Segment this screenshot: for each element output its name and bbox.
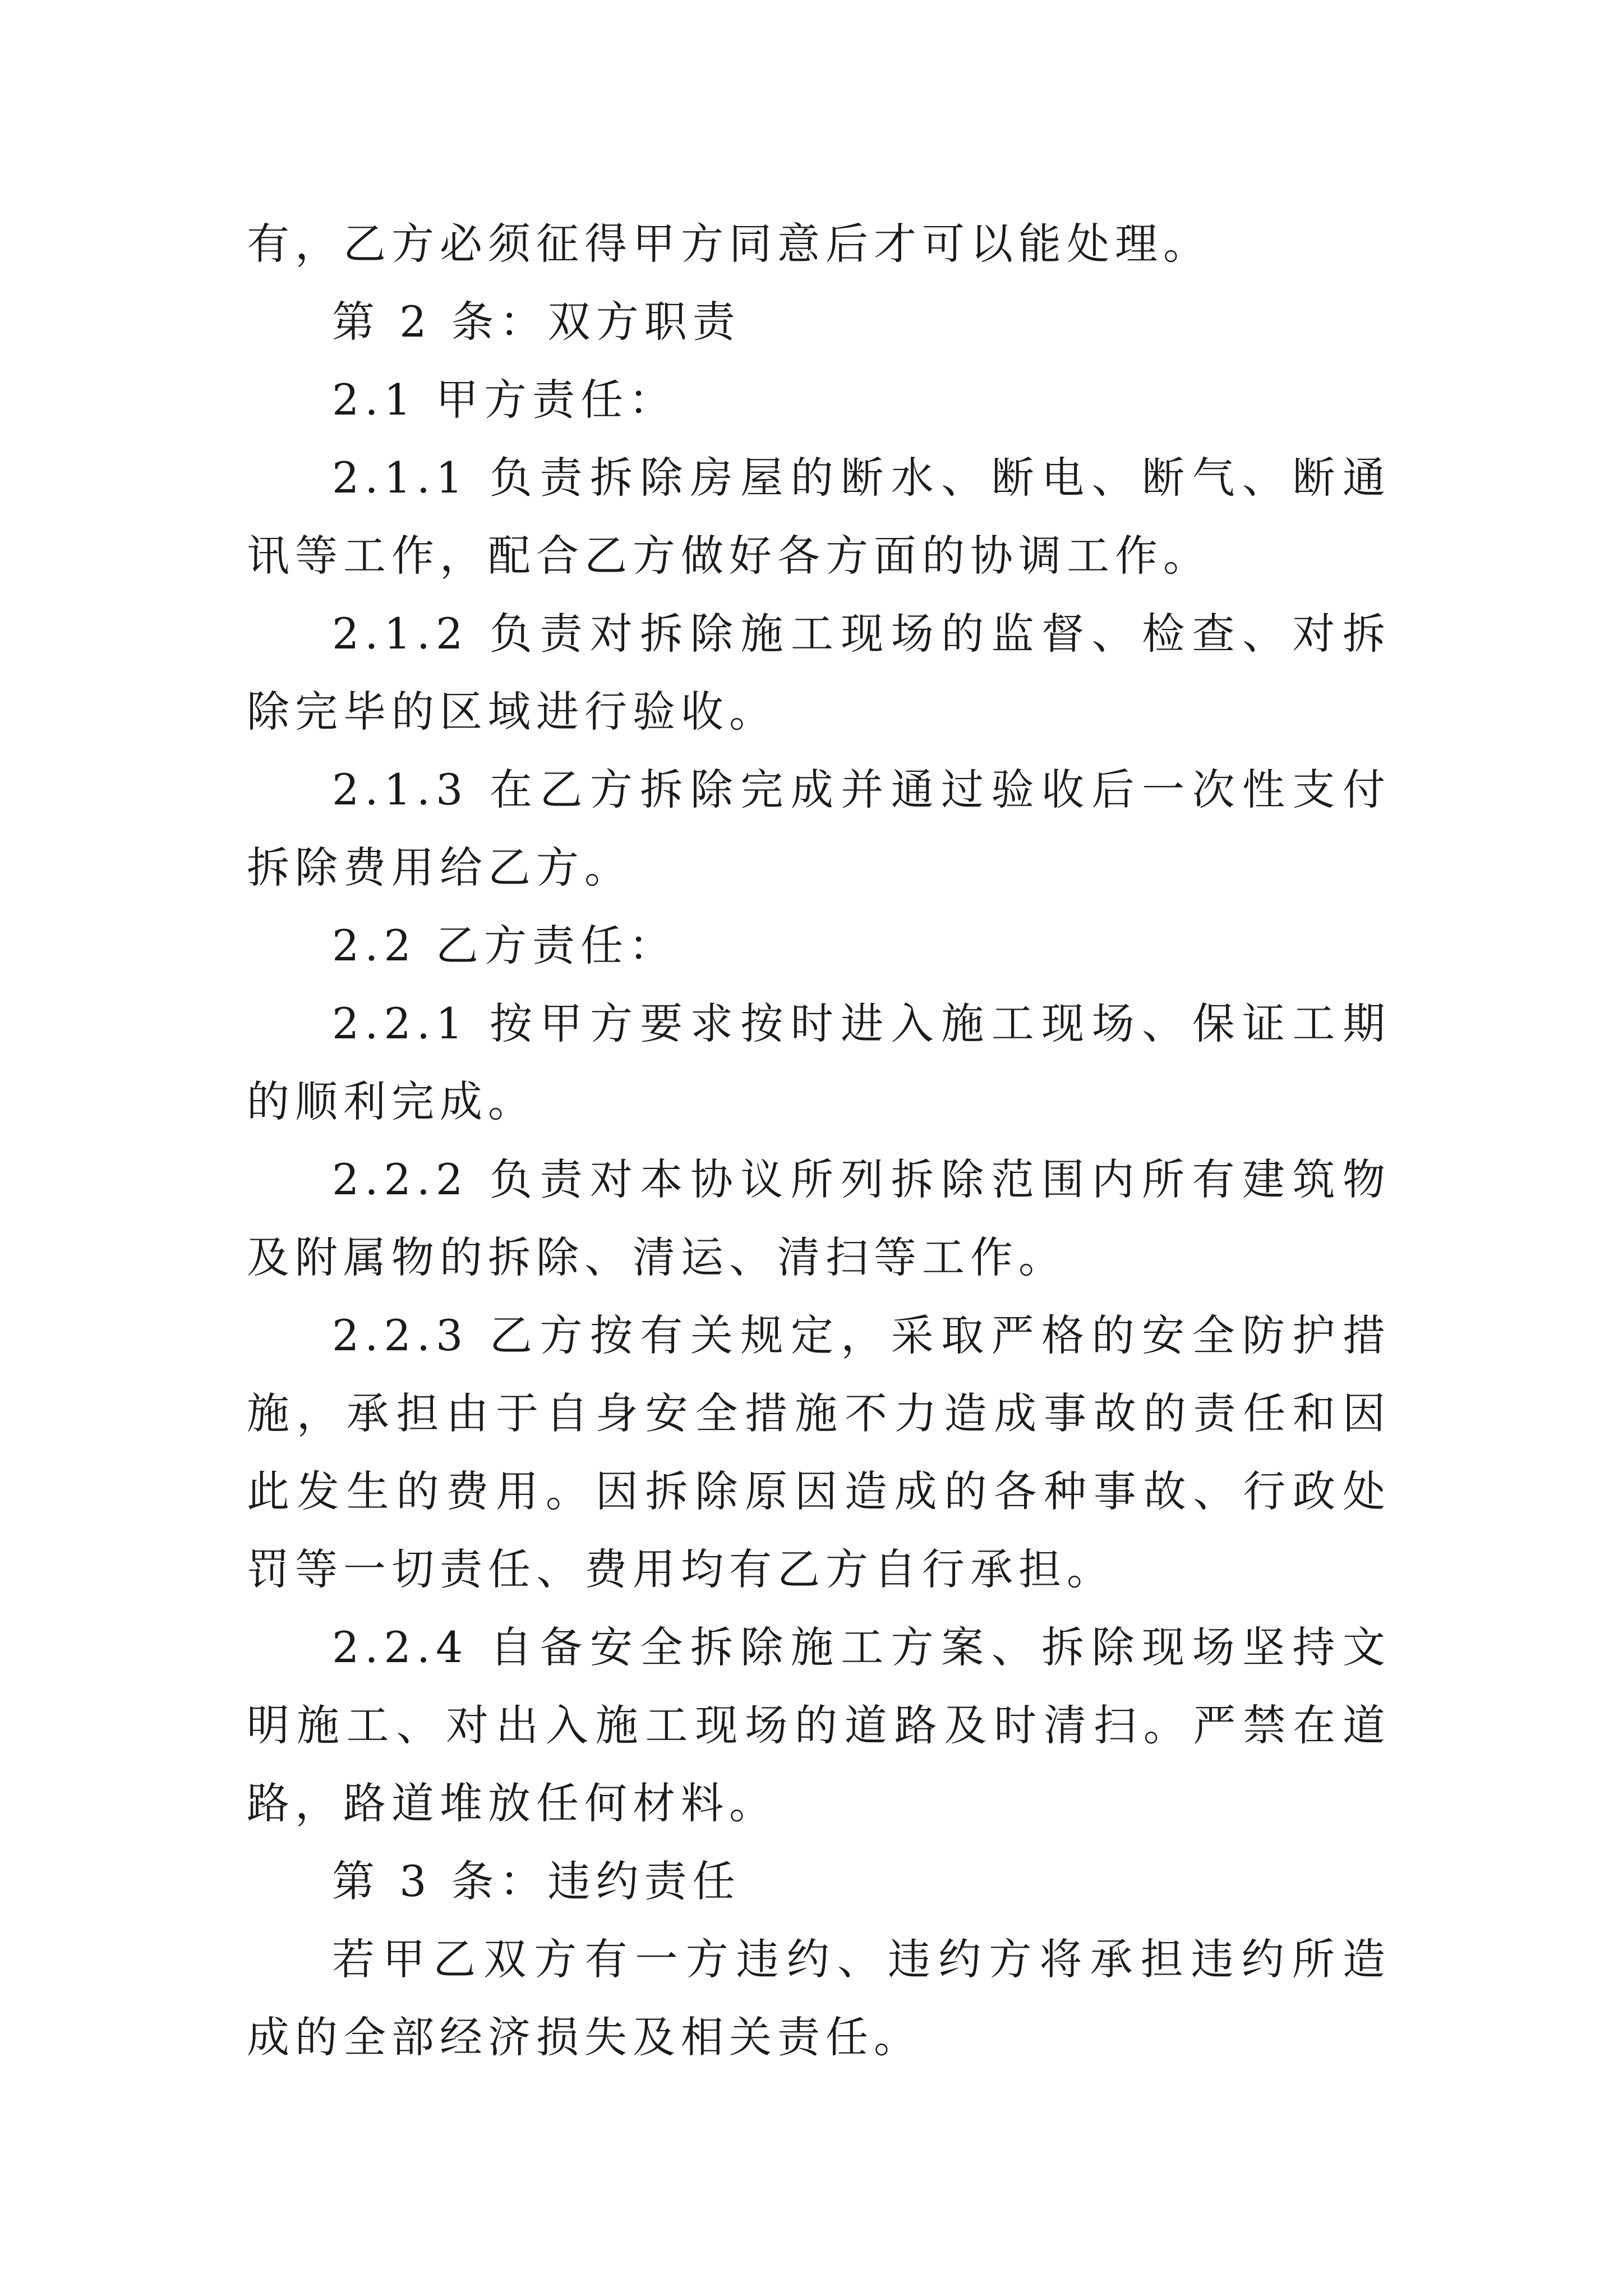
document-body [247, 205, 1391, 2076]
clause-2-1-2: 2.1.2 负责对拆除施工现场的监督、检查、对拆除完毕的区域进行验收。 [247, 609, 1391, 737]
clause-2-1-3: 2.1.3 在乙方拆除完成并通过验收后一次性支付拆除费用给乙方。 [247, 765, 1391, 892]
clause-2-2-2: 2.2.2 负责对本协议所列拆除范围内所有建筑物及附属物的拆除、清运、清扫等工作。 [247, 1154, 1391, 1282]
section-2-1-heading: 2.1 甲方责任： [332, 375, 677, 425]
paragraph-continuation: 有，乙方必须征得甲方同意后才可以能处理。 [247, 219, 1211, 269]
clause-2-2-3: 2.2.3 乙方按有关规定，采取严格的安全防护措施，承担由于自身安全措施不力造成事故的责任和因此发生的费用。因拆除原因造成的各种事故、行政处罚等一切责任、费用均有乙方自行承担。 [247, 1310, 1391, 1594]
clause-2-1-1: 2.1.1 负责拆除房屋的断水、断电、断气、断通讯等工作，配合乙方做好各方面的协调工作。 [247, 453, 1391, 581]
article-3-heading: 第 3 条：违约责任 [332, 1856, 741, 1906]
clause-2-2-1: 2.2.1 按甲方要求按时进入施工现场、保证工期的顺利完成。 [247, 999, 1391, 1126]
section-2-2-heading: 2.2 乙方责任： [332, 921, 677, 970]
article-2-heading: 第 2 条：双方职责 [332, 297, 741, 347]
clause-2-2-4: 2.2.4 自备安全拆除施工方案、拆除现场坚持文明施工、对出入施工现场的道路及时清扫。严禁在道路，路道堆放任何材料。 [247, 1622, 1391, 1828]
article-3-body: 若甲乙双方有一方违约、违约方将承担违约所造成的全部经济损失及相关责任。 [247, 1934, 1391, 2062]
